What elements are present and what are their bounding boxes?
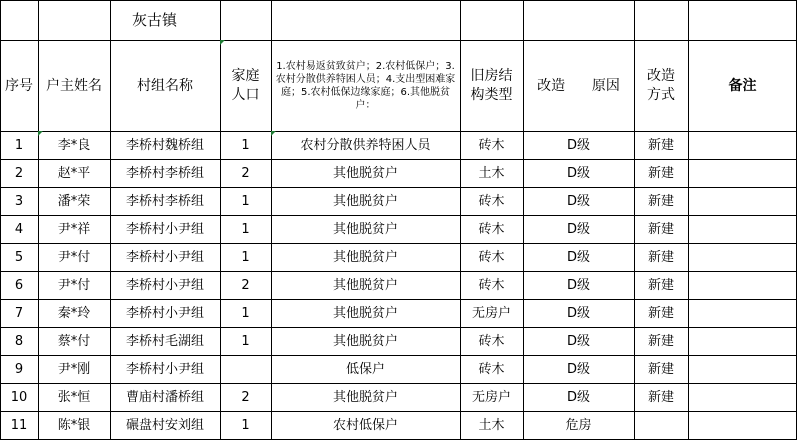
grid-line: [523, 0, 524, 439]
cell-household-category: 低保户: [345, 361, 385, 377]
cell-village: 曹庙村潘桥组: [125, 389, 204, 405]
cell-renovation-reason: D级: [566, 389, 590, 405]
cell-family-size: 1: [241, 417, 250, 433]
cell-seq: 7: [14, 305, 24, 321]
cell-seq: 4: [14, 221, 24, 237]
cell-seq: 3: [14, 193, 24, 209]
header-renovation-method: 改造 方式: [647, 67, 675, 103]
grid-line: [0, 243, 797, 244]
cell-seq: 6: [14, 277, 24, 293]
cell-household-category: 其他脱贫户: [332, 165, 398, 181]
cell-old-structure: 砖木: [478, 221, 505, 237]
cell-seq: 8: [14, 333, 24, 349]
cell-renovation-method: 新建: [647, 277, 674, 293]
cell-household-category: 农村分散供养特困人员: [300, 137, 431, 153]
cell-household-category: 其他脱贫户: [332, 277, 398, 293]
grid-line: [0, 411, 797, 412]
grid-line: [220, 0, 221, 439]
grid-line: [271, 0, 272, 439]
cell-family-size: 1: [241, 249, 250, 265]
cell-household-category: 其他脱贫户: [332, 305, 398, 321]
grid-line: [38, 0, 39, 439]
cell-village: 李桥村李桥组: [125, 193, 204, 209]
cell-renovation-method: 新建: [647, 249, 674, 265]
cell-family-size: [220, 355, 271, 383]
grid-line: [0, 0, 1, 439]
comment-marker: [38, 131, 43, 136]
grid-line: [0, 0, 797, 1]
cell-name: 张*恒: [57, 389, 91, 405]
cell-family-size: 1: [241, 137, 250, 153]
cell-renovation-reason: D级: [566, 277, 590, 293]
cell-family-size: 1: [241, 193, 250, 209]
header-household-category: 1.农村易返贫致贫户；2.农村低保户；3.农村分散供养特困人员；4.支出型困难家庭；5.农村低保边缘家庭；6.其他脱贫户：: [275, 60, 456, 111]
cell-family-size: 2: [241, 389, 250, 405]
cell-household-category: 其他脱贫户: [332, 221, 398, 237]
comment-marker: [220, 40, 225, 45]
cell-family-size: 1: [241, 305, 250, 321]
cell-remark: [688, 215, 797, 243]
header-renovation-reason: 改造 原因: [537, 77, 620, 94]
grid-line: [460, 0, 461, 439]
cell-remark: [688, 411, 797, 439]
cell-remark: [688, 187, 797, 215]
header-old-structure: 旧房结 构类型: [470, 67, 513, 103]
cell-family-size: 1: [241, 221, 250, 237]
grid-line: [0, 439, 797, 440]
cell-old-structure: 土木: [478, 417, 505, 433]
cell-old-structure: 砖木: [478, 333, 505, 349]
cell-old-structure: 砖木: [478, 277, 505, 293]
header-village: 村组名称: [137, 77, 193, 94]
grid-line: [0, 40, 797, 41]
cell-renovation-reason: D级: [566, 221, 590, 237]
cell-renovation-method: 新建: [647, 193, 674, 209]
cell-old-structure: 砖木: [478, 193, 505, 209]
cell-old-structure: 砖木: [478, 137, 505, 153]
cell-name: 尹*付: [57, 249, 91, 265]
grid-line: [0, 187, 797, 188]
cell-village: 李桥村小尹组: [125, 249, 204, 265]
cell-family-size: 2: [241, 165, 250, 181]
cell-household-category: 其他脱贫户: [332, 333, 398, 349]
grid-line: [0, 299, 797, 300]
cell-village: 李桥村小尹组: [125, 305, 204, 321]
cell-renovation-reason: D级: [566, 333, 590, 349]
cell-household-category: 其他脱贫户: [332, 249, 398, 265]
cell-remark: [688, 383, 797, 411]
cell-village: 李桥村小尹组: [125, 361, 204, 377]
cell-seq: 9: [14, 361, 24, 377]
cell-remark: [688, 327, 797, 355]
cell-old-structure: 砖木: [478, 361, 505, 377]
cell-name: 陈*银: [57, 417, 91, 433]
town-title: 灰古镇: [131, 10, 177, 29]
grid-line: [0, 355, 797, 356]
cell-seq: 2: [14, 165, 24, 181]
comment-marker: [271, 131, 276, 136]
cell-old-structure: 无房户: [471, 305, 511, 321]
cell-name: 赵*平: [57, 165, 91, 181]
cell-village: 李桥村李桥组: [125, 165, 204, 181]
grid-line: [688, 0, 689, 439]
header-family-size: 家庭 人口: [231, 67, 260, 103]
cell-name: 秦*玲: [57, 305, 91, 321]
cell-old-structure: 土木: [478, 165, 505, 181]
cell-remark: [688, 271, 797, 299]
cell-renovation-method: 新建: [647, 361, 674, 377]
grid-line: [0, 159, 797, 160]
cell-remark: [688, 355, 797, 383]
cell-family-size: 2: [241, 277, 250, 293]
grid-line: [0, 271, 797, 272]
header-remark: 备注: [728, 77, 757, 94]
cell-renovation-reason: D级: [566, 305, 590, 321]
cell-village: 李桥村毛湖组: [125, 333, 204, 349]
cell-old-structure: 砖木: [478, 249, 505, 265]
cell-renovation-method: 新建: [647, 333, 674, 349]
cell-name: 尹*刚: [57, 361, 91, 377]
cell-renovation-reason: D级: [566, 361, 590, 377]
grid-line: [634, 0, 635, 439]
cell-village: 碾盘村安刘组: [125, 417, 204, 433]
cell-household-category: 农村低保户: [332, 417, 398, 433]
cell-village: 李桥村魏桥组: [125, 137, 204, 153]
grid-line: [0, 383, 797, 384]
cell-remark: [688, 131, 797, 159]
cell-renovation-reason: D级: [566, 249, 590, 265]
cell-name: 潘*荣: [57, 193, 91, 209]
cell-village: 李桥村小尹组: [125, 277, 204, 293]
cell-remark: [688, 159, 797, 187]
cell-renovation-method: 新建: [647, 221, 674, 237]
cell-renovation-method: 新建: [647, 389, 674, 405]
cell-seq: 10: [10, 389, 28, 405]
cell-seq: 11: [10, 417, 28, 433]
cell-renovation-reason: 危房: [565, 417, 592, 433]
cell-renovation-method: [634, 411, 688, 439]
grid-line: [110, 0, 111, 439]
cell-family-size: 1: [241, 333, 250, 349]
cell-household-category: 其他脱贫户: [332, 193, 398, 209]
cell-remark: [688, 243, 797, 271]
grid-line: [0, 327, 797, 328]
cell-renovation-reason: D级: [566, 193, 590, 209]
cell-renovation-method: 新建: [647, 305, 674, 321]
grid-line: [0, 215, 797, 216]
cell-renovation-method: 新建: [647, 137, 674, 153]
cell-seq: 1: [14, 137, 24, 153]
cell-renovation-reason: D级: [566, 165, 590, 181]
cell-household-category: 其他脱贫户: [332, 389, 398, 405]
cell-renovation-method: 新建: [647, 165, 674, 181]
cell-name: 蔡*付: [57, 333, 91, 349]
cell-name: 李*良: [57, 137, 91, 153]
cell-seq: 5: [14, 249, 24, 265]
cell-name: 尹*付: [57, 277, 91, 293]
cell-name: 尹*祥: [57, 221, 91, 237]
cell-renovation-reason: D级: [566, 137, 590, 153]
cell-old-structure: 无房户: [471, 389, 511, 405]
cell-village: 李桥村小尹组: [125, 221, 204, 237]
grid-line: [0, 131, 797, 132]
cell-remark: [688, 299, 797, 327]
header-name: 户主姓名: [46, 77, 102, 94]
header-seq: 序号: [5, 77, 33, 94]
